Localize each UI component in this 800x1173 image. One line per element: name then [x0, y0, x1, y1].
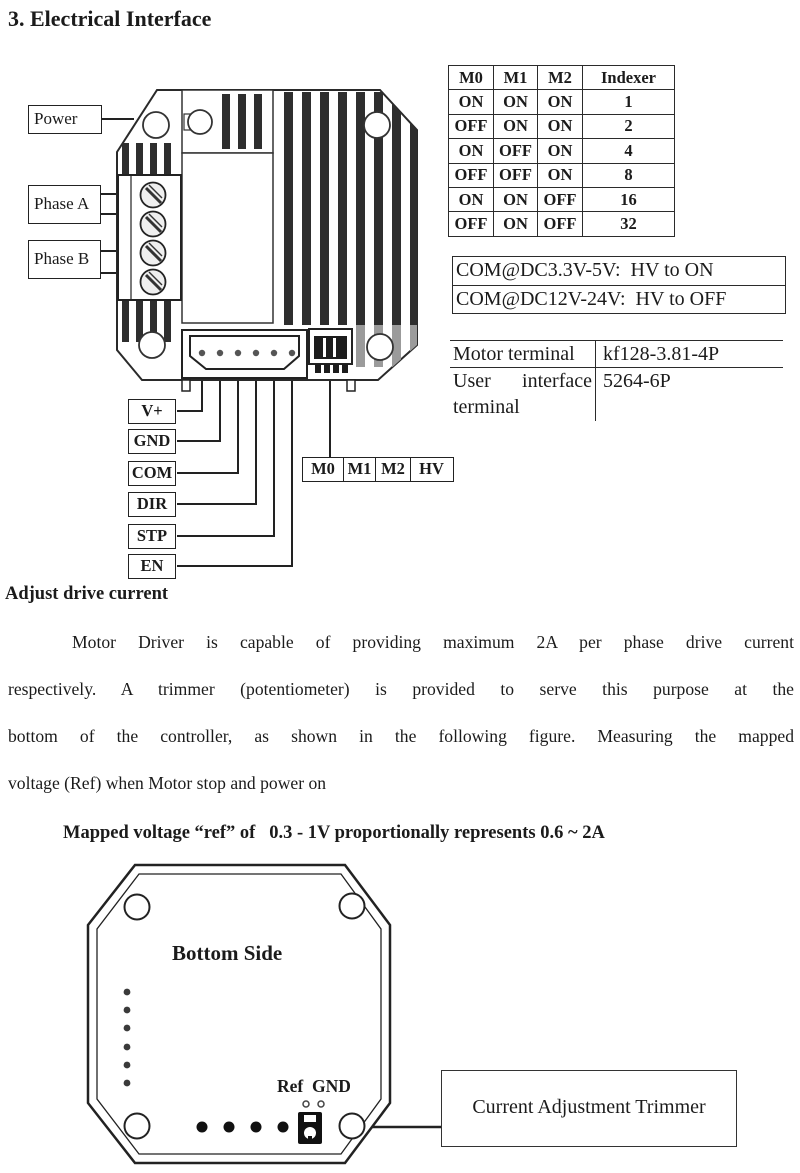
indexer-row — [449, 163, 675, 187]
board-tab — [182, 380, 190, 391]
indexer-cell: ON — [449, 139, 494, 163]
body-text-line: bottom of the controller, as shown in the following figure. Measuring the mapped — [8, 726, 794, 746]
indexer-cell: ON — [494, 187, 538, 211]
indexer-cell: OFF — [494, 139, 538, 163]
indexer-cell: 1 — [583, 90, 675, 114]
com-voltage-table — [452, 256, 786, 314]
indexer-header-cell: Indexer — [583, 66, 675, 90]
body-text-line: voltage (Ref) when Motor stop and power on — [8, 773, 327, 793]
indexer-cell: ON — [538, 114, 583, 138]
indexer-cell: 16 — [583, 187, 675, 211]
board-tab — [347, 380, 355, 391]
com-voltage-row: COM@DC12V-24V: HV to OFF — [453, 285, 785, 314]
pin-label-com: COM — [128, 461, 176, 486]
terminal-spec-row — [450, 341, 783, 368]
indexer-row — [449, 90, 675, 114]
indexer-cell: ON — [494, 212, 538, 236]
indexer-cell: OFF — [538, 187, 583, 211]
terminal-spec-value: kf128-3.81-4P — [603, 343, 720, 365]
mode-pin-hv: HV — [410, 457, 454, 482]
indexer-cell: ON — [494, 90, 538, 114]
terminal-spec-label: User interface terminal — [450, 368, 596, 421]
indexer-row — [449, 212, 675, 236]
body-text-line: respectively. A trimmer (potentiometer) is provided to serve this purpose at the — [8, 679, 794, 699]
pin-label-en: EN — [128, 554, 176, 579]
terminal-spec-value: 5264-6P — [603, 370, 671, 392]
indexer-cell: 32 — [583, 212, 675, 236]
indexer-cell: OFF — [449, 163, 494, 187]
page-title: 3. Electrical Interface — [8, 6, 212, 31]
pin-label-gnd: GND — [128, 429, 176, 454]
indexer-cell: 4 — [583, 139, 675, 163]
pin-label-stp: STP — [128, 524, 176, 549]
indexer-cell: ON — [538, 163, 583, 187]
com-voltage-row: COM@DC3.3V-5V: HV to ON — [456, 259, 714, 281]
ref-gnd-label: Ref GND — [277, 1076, 351, 1096]
indexer-header-cell: M1 — [494, 66, 538, 90]
body-text-line: Motor Driver is capable of providing maximum 2A per phase drive current — [72, 632, 794, 652]
indexer-cell: ON — [538, 90, 583, 114]
mode-pin-m1: M1 — [343, 457, 377, 482]
indexer-header-cell: M0 — [449, 66, 494, 90]
indexer-row — [449, 187, 675, 211]
mapped-voltage-note: Mapped voltage “ref” of 0.3 - 1V proportionally represents 0.6 ~ 2A — [63, 823, 605, 843]
phase-b-label: Phase B — [28, 240, 101, 279]
connector-6pin — [182, 330, 307, 378]
indexer-cell: OFF — [494, 163, 538, 187]
bottom-side-label: Bottom Side — [172, 941, 283, 965]
current-adjustment-trimmer-callout: Current Adjustment Trimmer — [441, 1070, 737, 1147]
indexer-cell: ON — [538, 139, 583, 163]
phase-a-label: Phase A — [28, 185, 101, 224]
central-plate — [182, 153, 273, 323]
indexer-table — [448, 65, 675, 237]
top-fin-block — [182, 90, 273, 153]
driver-bottom-view-diagram — [0, 855, 460, 1173]
mode-pin-m0: M0 — [302, 457, 344, 482]
mode-pin-row — [302, 457, 454, 482]
terminal-spec-label: Motor terminal — [450, 341, 596, 367]
indexer-row — [449, 114, 675, 138]
pin-label-dir: DIR — [128, 492, 176, 517]
indexer-row — [449, 139, 675, 163]
indexer-cell: 8 — [583, 163, 675, 187]
power-label: Power — [28, 105, 102, 134]
indexer-cell: OFF — [538, 212, 583, 236]
indexer-header-row — [449, 66, 675, 90]
pin-label-vplus: V+ — [128, 399, 176, 424]
screw-terminal-block — [118, 175, 181, 300]
indexer-header-cell: M2 — [538, 66, 583, 90]
indexer-cell: OFF — [449, 114, 494, 138]
mode-pin-m2: M2 — [375, 457, 411, 482]
indexer-cell: ON — [449, 187, 494, 211]
indexer-cell: ON — [494, 114, 538, 138]
trimmer-icon — [298, 1112, 322, 1144]
driver-top-view-diagram — [0, 60, 460, 590]
section-heading: Adjust drive current — [5, 584, 169, 604]
terminal-spec-row — [450, 368, 783, 421]
terminal-spec-table — [450, 340, 783, 421]
indexer-cell: OFF — [449, 212, 494, 236]
indexer-cell: 2 — [583, 114, 675, 138]
indexer-cell: ON — [449, 90, 494, 114]
